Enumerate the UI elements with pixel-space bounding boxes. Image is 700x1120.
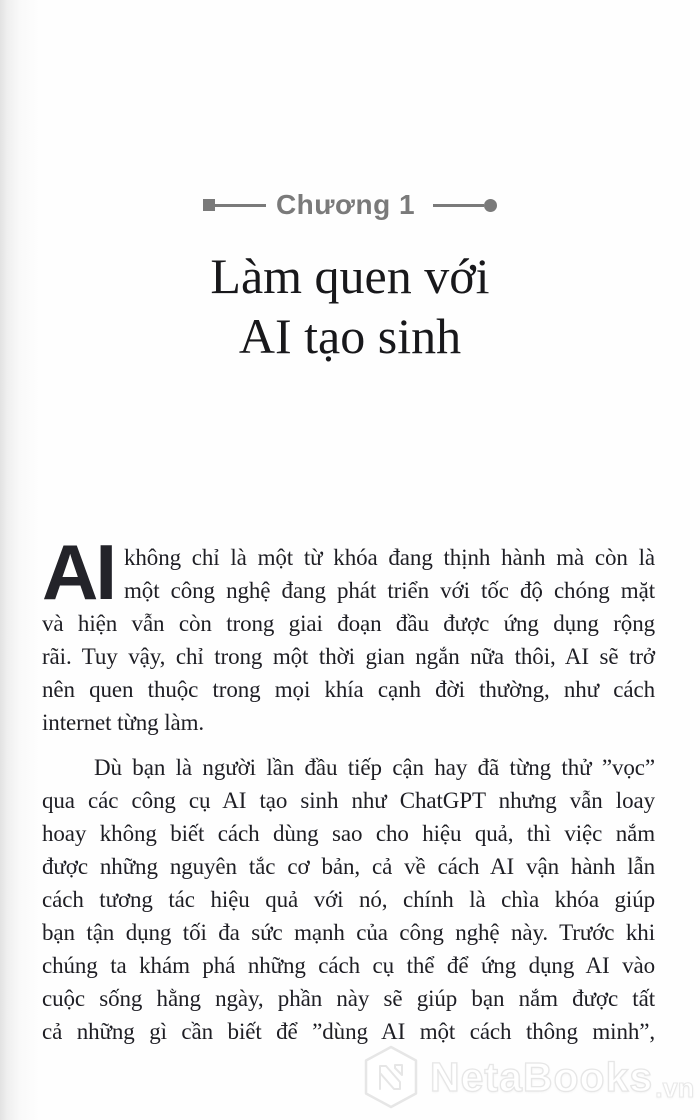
chapter-heading-row [0, 188, 700, 222]
p1-line: internet từng làm. [42, 710, 205, 735]
p1-line: rãi. Tuy vậy, chỉ trong một thời gian ngắn nữa thôi, AI sẽ trở [42, 644, 655, 669]
p2-line: Dù bạn là người lần đầu tiếp cận hay đã từng thử ”vọc” [94, 755, 655, 780]
p2-line: cuộc sống hằng ngày, phần này sẽ giúp bạn nắm được tất [42, 986, 655, 1011]
p2-line: chúng ta khám phá những cách cụ thể để ứng dụng AI vào [42, 953, 655, 978]
paragraph-2 [42, 751, 655, 1048]
p1-line: không chỉ là một từ khóa đang thịnh hành mà còn là [124, 545, 655, 570]
p2-line: hoay không biết cách dùng sao cho hiệu quả, thì việc nắm [42, 821, 655, 846]
netabooks-watermark [362, 1044, 694, 1110]
chapter-title-line1: Làm quen với [210, 248, 490, 304]
line-rule-right-icon [433, 204, 484, 207]
netabooks-hexagon-n-logo-icon [362, 1044, 420, 1110]
p1-line: và hiện vẫn còn trong giai đoạn đầu được ứng dụng rộng [42, 611, 655, 636]
page-left-edge-shadow [0, 0, 42, 1120]
chapter-label: Chương 1 [275, 189, 416, 220]
line-rule-left-icon [215, 204, 266, 207]
watermark-brand-text: NetaBooks [430, 1053, 654, 1100]
p2-line: cách tương tác hiệu quả với nó, chính là chìa khóa giúp [42, 887, 655, 912]
p1-line: nên quen thuộc trong mọi khía cạnh đời thường, như cách [42, 677, 655, 702]
chapter-title-line2: AI tạo sinh [238, 308, 462, 364]
p2-line: bạn tận dụng tối đa sức mạnh của công nghệ này. Trước khi [42, 920, 655, 945]
p1-line: một công nghệ đang phát triển với tốc độ chóng mặt [124, 578, 655, 603]
square-rule-icon [203, 199, 215, 211]
watermark-tld-text: .vn [655, 1073, 695, 1103]
chapter-title [0, 246, 700, 366]
body-text [42, 528, 655, 1048]
p2-line: được những nguyên tắc cơ bản, cả về cách AI vận hành lẫn [42, 854, 655, 879]
p2-line: cả những gì cần biết để ”dùng AI một cách thông minh”, [42, 1019, 655, 1044]
dropcap-ai: AI [42, 528, 114, 616]
dot-rule-icon [484, 199, 497, 212]
paragraph-1 [42, 528, 655, 739]
p2-line: qua các công cụ AI tạo sinh như ChatGPT nhưng vẫn loay [42, 788, 655, 813]
